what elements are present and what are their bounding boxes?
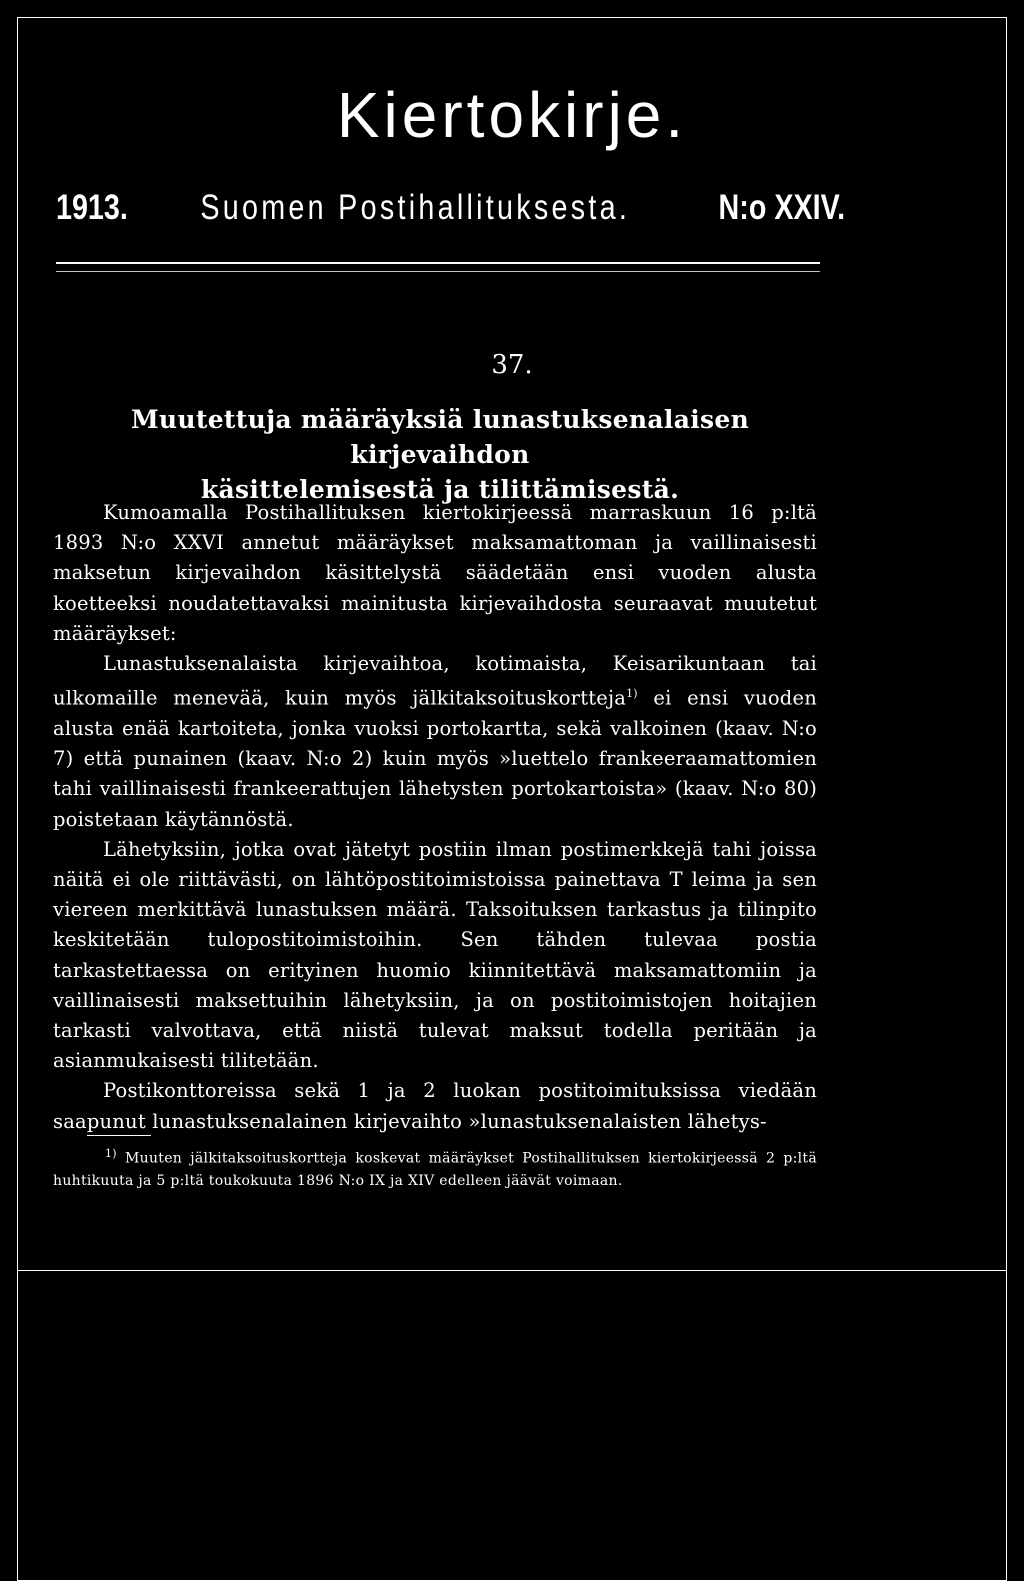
footnote-rule [87,1135,151,1136]
footnote-paragraph [53,1143,817,1192]
footnote [53,1143,817,1192]
paragraph-text: Lunastuksenalaista kirjevaihtoa, kotimaista, Keisarikuntaan tai ulkomaille menevää, kuin myös jälkitaksoituskortteja [53,652,817,710]
section-number: 37. [491,350,533,380]
header-rule-thin [56,271,820,272]
footnote-text: Muuten jälkitaksoituskortteja koskevat määräykset Postihallituksen kiertokirjeessä 2 p:ltä huhtikuuta ja 5 p:ltä toukokuuta 1896 N:o IX ja XIV edelleen jäävät voimaan. [53,1150,817,1189]
paragraph-text: ei ensi vuoden alusta enää kartoiteta, jonka vuoksi portokartta, sekä valkoinen (kaav. N:o 7) että punainen (kaav. N:o 2) kuin myös »luettelo frankeeraamattomien tahi vaillinaisesti frankeerattujen lähetysten portokartoista» (kaav. N:o 80) poistetaan käytännöstä. [53,686,817,831]
paragraph: Kumoamalla Postihallituksen kiertokirjeessä marraskuun 16 p:ltä 1893 N:o XXVI annetut määräykset maksamattoman ja vaillinaisesti maksetun kirjevaihdon käsittelystä säädetään ensi vuoden alusta koetteeksi noudatettavaksi mainitusta kirjevaihdosta seuraavat muutetut määräykset: [53,501,817,645]
section-heading [50,402,830,507]
footnote-marker: 1) [105,1147,117,1160]
masthead [56,188,846,238]
heading-line-2: käsittelemisestä ja tilittämisestä. [200,475,680,504]
page-border-bottom [17,1270,1007,1271]
paragraph [53,649,817,835]
footnote-ref: 1) [626,687,638,701]
header-rule [56,262,820,264]
document-title: Kiertokirje. [336,79,688,151]
paragraph: Lähetyksiin, jotka ovat jätetyt postiin ilman postimerkkejä tahi joissa näitä ei ole riittävästi, on lähtöpostitoimistoissa painettava T leima ja sen viereen merkittävä lunastuksen määrä. Taksoituksen tarkastus ja tilinpito keskitetään tulopostitoimistoihin. Sen tähden tulevaa postia tarkastettaessa on erityinen huomio kiinnitettävä maksamattomiin ja vaillinaisesti maksettuihin lähetyksiin, ja on postitoimistojen hoitajien tarkasti valvottava, että niistä tulevat maksut todella peritään ja asianmukaisesti tilitetään. [53,837,817,1073]
heading-line-1: Muutettuja määräyksiä lunastuksenalaisen kirjevaihdon [130,405,750,469]
masthead-number: N:o XXIV. [718,188,846,227]
masthead-issuer: Suomen Postihallituksesta. [200,188,631,227]
masthead-year: 1913. [56,188,128,227]
paragraph: Postikonttoreissa sekä 1 ja 2 luokan postitoimituksissa viedään saapunut lunastuksenalainen kirjevaihto »lunastuksenalaisten lähetys- [53,1079,817,1133]
body-text [53,498,817,1137]
